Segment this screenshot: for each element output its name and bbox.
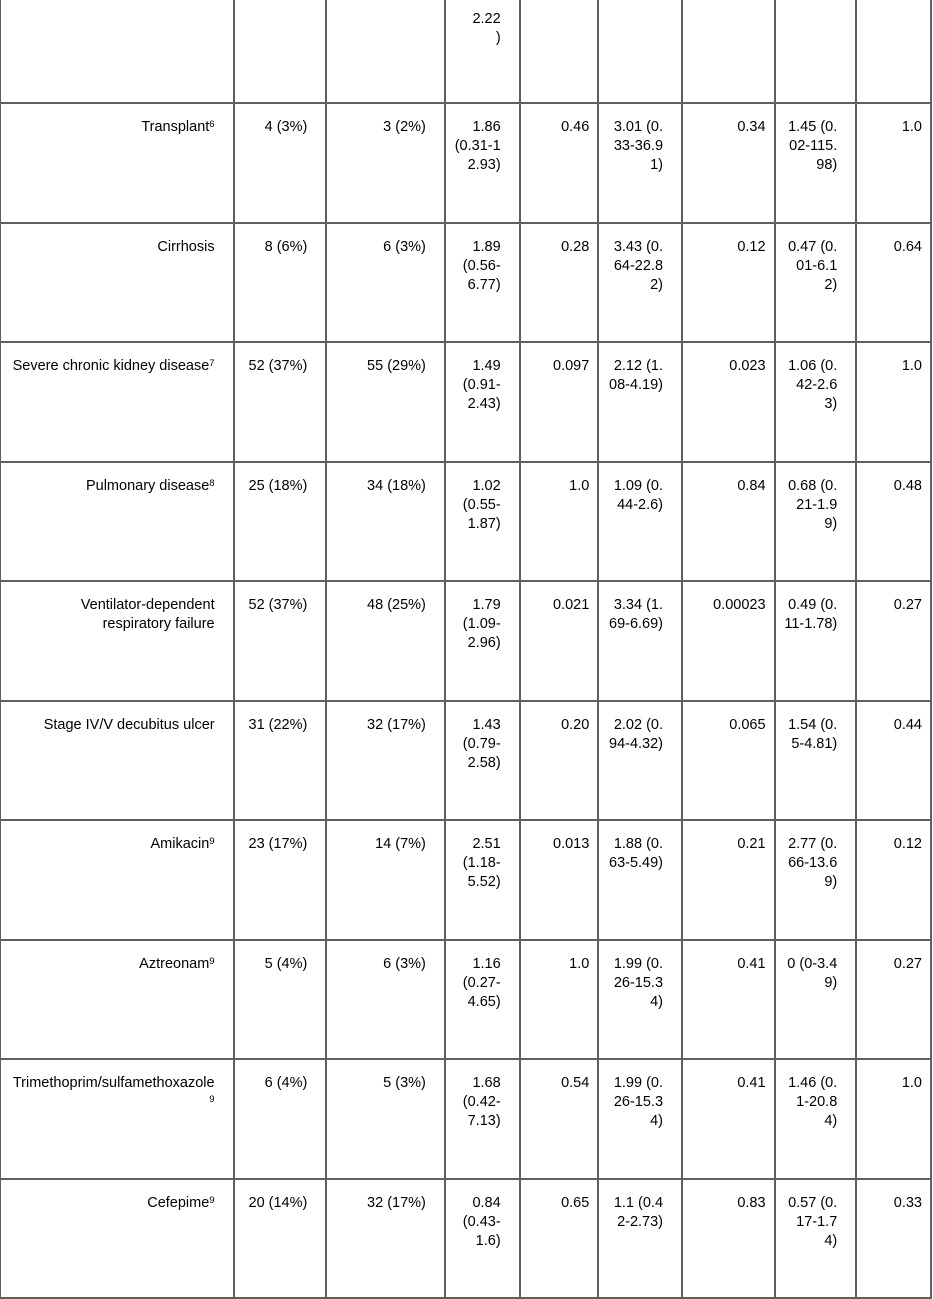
- p-value-1: 0.097: [520, 342, 599, 462]
- table-row: [0, 940, 931, 1060]
- row-label: Amikacin$^9$: [0, 820, 234, 940]
- table-cell: [856, 0, 931, 103]
- odds-ratio-2: 2.12 (1.08-4.19): [598, 342, 682, 462]
- p-value-2: 0.83: [682, 1179, 775, 1299]
- odds-ratio-2: 1.99 (0.26-15.34): [598, 1059, 682, 1179]
- p-value-3: 0.48: [856, 462, 931, 582]
- count-group-2: 55 (29%): [326, 342, 445, 462]
- table-cell: [775, 0, 857, 103]
- footnote-marker: 6: [209, 119, 215, 130]
- p-value-3: 0.27: [856, 581, 931, 701]
- p-value-3: 0.27: [856, 940, 931, 1060]
- p-value-3: 0.44: [856, 701, 931, 821]
- odds-ratio-3: 0.68 (0.21-1.99): [775, 462, 857, 582]
- row-label: Stage IV/V decubitus ulcer: [0, 701, 234, 821]
- p-value-2: 0.41: [682, 940, 775, 1060]
- count-group-1: 25 (18%): [234, 462, 327, 582]
- count-group-2: 32 (17%): [326, 1179, 445, 1299]
- p-value-2: 0.00023: [682, 581, 775, 701]
- odds-ratio-3: 0 (0-3.49): [775, 940, 857, 1060]
- odds-ratio-3: 1.45 (0.02-115.98): [775, 103, 857, 223]
- odds-ratio-2: 3.01 (0.33-36.91): [598, 103, 682, 223]
- p-value-1: 0.28: [520, 223, 599, 343]
- p-value-1: 0.021: [520, 581, 599, 701]
- odds-ratio-1: 1.89 (0.56-6.77): [445, 223, 520, 343]
- footnote-marker: 8: [209, 477, 215, 489]
- count-group-2: 5 (3%): [326, 1059, 445, 1179]
- row-label: Cefepime$^9$: [0, 1179, 234, 1299]
- odds-ratio-1: 1.68 (0.42-7.13): [445, 1059, 520, 1179]
- row-label: Transplant$^6$: [0, 103, 234, 223]
- p-value-3: 0.12: [856, 820, 931, 940]
- count-group-1: 23 (17%): [234, 820, 327, 940]
- p-value-1: 1.0: [520, 940, 599, 1060]
- count-group-2: 6 (3%): [326, 223, 445, 343]
- table-row: [0, 342, 931, 462]
- p-value-2: 0.84: [682, 462, 775, 582]
- table-cell: [520, 0, 599, 103]
- count-group-2: 34 (18%): [326, 462, 445, 582]
- row-label: Trimethoprim/sulfamethoxazole$^9$: [0, 1059, 234, 1179]
- row-label: Aztreonam$^9$: [0, 940, 234, 1060]
- p-value-1: 1.0: [520, 462, 599, 582]
- odds-ratio-1: 1.43 (0.79-2.58): [445, 701, 520, 821]
- odds-ratio-1: 1.16 (0.27-4.65): [445, 940, 520, 1060]
- odds-ratio-2: 3.34 (1.69-6.69): [598, 581, 682, 701]
- odds-ratio-3: 1.54 (0.5-4.81): [775, 701, 857, 821]
- count-group-1: 31 (22%): [234, 701, 327, 821]
- table-cell: [598, 0, 682, 103]
- count-group-1: 6 (4%): [234, 1059, 327, 1179]
- p-value-3: 1.0: [856, 1059, 931, 1179]
- footnote-marker: 9: [209, 836, 215, 847]
- p-value-2: 0.065: [682, 701, 775, 821]
- count-group-1: 52 (37%): [234, 581, 327, 701]
- count-group-1: 4 (3%): [234, 103, 327, 223]
- odds-ratio-2: 1.09 (0.44-2.6): [598, 462, 682, 582]
- p-value-2: 0.12: [682, 223, 775, 343]
- count-group-1: 8 (6%): [234, 223, 327, 343]
- p-value-1: 0.20: [520, 701, 599, 821]
- odds-ratio-2: 1.1 (0.42-2.73): [598, 1179, 682, 1299]
- table-cell: 2.22 ): [445, 0, 520, 103]
- odds-ratio-3: 0.47 (0.01-6.12): [775, 223, 857, 343]
- p-value-1: 0.65: [520, 1179, 599, 1299]
- p-value-1: 0.013: [520, 820, 599, 940]
- p-value-2: 0.023: [682, 342, 775, 462]
- count-group-2: 6 (3%): [326, 940, 445, 1060]
- p-value-3: 1.0: [856, 103, 931, 223]
- footnote-marker: 7: [209, 358, 215, 369]
- row-label: Ventilator-dependent respiratory failure: [0, 581, 234, 701]
- table-row: [0, 223, 931, 343]
- count-group-2: 48 (25%): [326, 581, 445, 701]
- table-row: [0, 1059, 931, 1179]
- odds-ratio-3: 1.46 (0.1-20.84): [775, 1059, 857, 1179]
- odds-ratio-3: 0.49 (0.11-1.78): [775, 581, 857, 701]
- p-value-1: 0.54: [520, 1059, 599, 1179]
- count-group-2: 14 (7%): [326, 820, 445, 940]
- odds-ratio-1: 1.49 (0.91-2.43): [445, 342, 520, 462]
- odds-ratio-1: 2.51 (1.18-5.52): [445, 820, 520, 940]
- footnote-marker: 9: [209, 1094, 215, 1105]
- table-cell: [0, 0, 234, 103]
- row-label: Severe chronic kidney disease$^7$: [0, 342, 234, 462]
- odds-ratio-2: 3.43 (0.64-22.82): [598, 223, 682, 343]
- table-row: [0, 581, 931, 701]
- p-value-2: 0.34: [682, 103, 775, 223]
- table-cell: [234, 0, 327, 103]
- count-group-1: 5 (4%): [234, 940, 327, 1060]
- odds-ratio-2: 1.88 (0.63-5.49): [598, 820, 682, 940]
- odds-ratio-3: 1.06 (0.42-2.63): [775, 342, 857, 462]
- odds-ratio-1: 1.86 (0.31-12.93): [445, 103, 520, 223]
- odds-ratio-2: 2.02 (0.94-4.32): [598, 701, 682, 821]
- odds-ratio-3: 2.77 (0.66-13.69): [775, 820, 857, 940]
- odds-ratio-3: 0.57 (0.17-1.74): [775, 1179, 857, 1299]
- row-label: Cirrhosis: [0, 223, 234, 343]
- p-value-3: 1.0: [856, 342, 931, 462]
- odds-ratio-1: 0.84 (0.43-1.6): [445, 1179, 520, 1299]
- footnote-marker: 9: [209, 1194, 215, 1206]
- count-group-1: 52 (37%): [234, 342, 327, 462]
- table-cell: [326, 0, 445, 103]
- count-group-1: 20 (14%): [234, 1179, 327, 1299]
- footnote-marker: 9: [209, 955, 215, 967]
- p-value-2: 0.21: [682, 820, 775, 940]
- odds-ratio-1: 1.79 (1.09-2.96): [445, 581, 520, 701]
- table-row: [0, 701, 931, 821]
- table-row-continued: [0, 0, 931, 103]
- count-group-2: 3 (2%): [326, 103, 445, 223]
- p-value-2: 0.41: [682, 1059, 775, 1179]
- table-cell: [682, 0, 775, 103]
- p-value-3: 0.64: [856, 223, 931, 343]
- count-group-2: 32 (17%): [326, 701, 445, 821]
- p-value-3: 0.33: [856, 1179, 931, 1299]
- p-value-1: 0.46: [520, 103, 599, 223]
- table-row: [0, 1179, 931, 1299]
- odds-ratio-2: 1.99 (0.26-15.34): [598, 940, 682, 1060]
- table-row: [0, 820, 931, 940]
- row-label: Pulmonary disease$^8$: [0, 462, 234, 582]
- table-row: [0, 462, 931, 582]
- odds-ratio-1: 1.02 (0.55-1.87): [445, 462, 520, 582]
- table-row: [0, 103, 931, 223]
